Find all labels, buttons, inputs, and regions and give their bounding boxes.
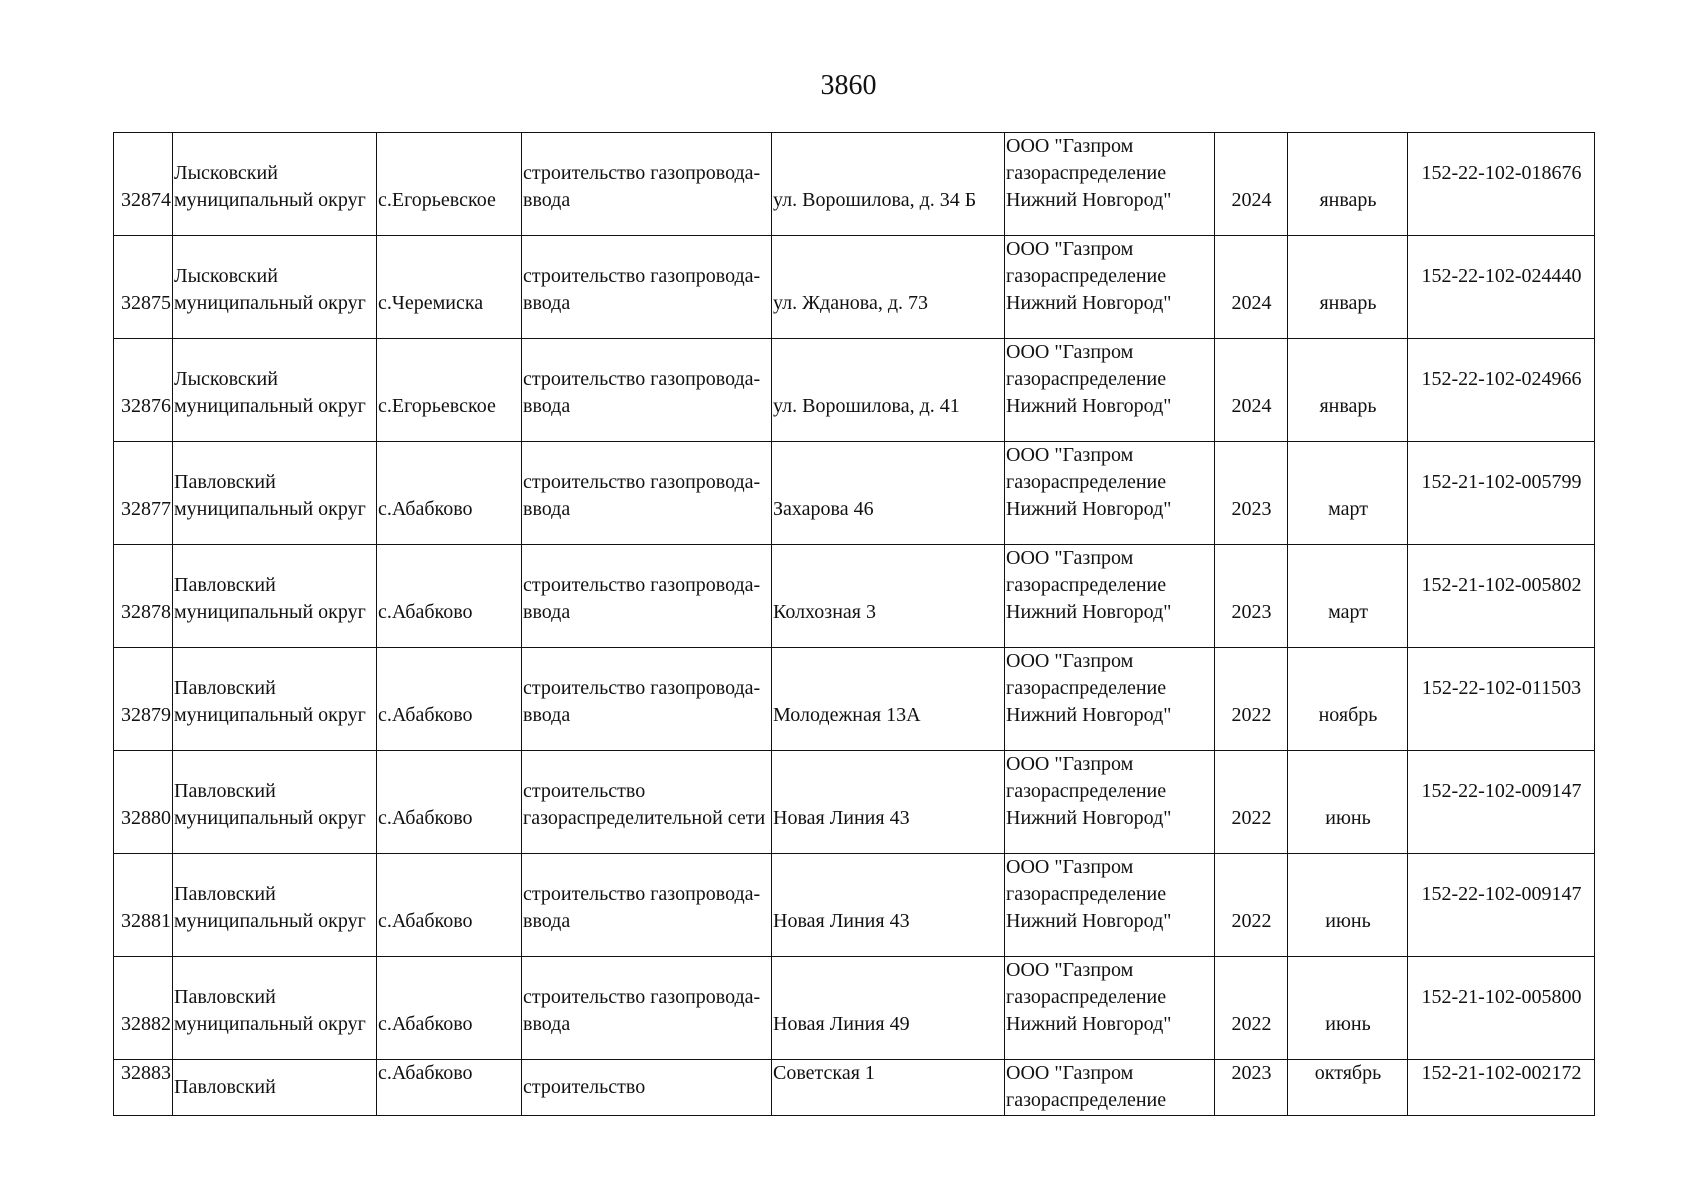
registration-code: 152-22-102-024966 [1421, 368, 1582, 390]
cell-code [1408, 957, 1595, 1060]
cell-organization [1005, 236, 1215, 339]
registration-code: 152-21-102-005799 [1421, 471, 1582, 493]
row-number: 32882 [121, 1013, 171, 1035]
registration-code: 152-22-102-009147 [1421, 883, 1582, 905]
settlement: с.Абабково [378, 704, 473, 726]
cell-district [173, 236, 377, 339]
organization-line-1: ООО "Газпром [1006, 341, 1134, 363]
cell-year [1215, 1060, 1288, 1116]
year: 2024 [1231, 292, 1272, 314]
cell-work-type [522, 751, 772, 854]
organization-line-3: Нижний Новгород" [1006, 292, 1172, 314]
table-row [114, 133, 1595, 236]
table-row [114, 957, 1595, 1060]
cell-organization [1005, 751, 1215, 854]
district-type: муниципальный округ [174, 498, 366, 520]
row-number: 32877 [121, 498, 171, 520]
cell-code [1408, 442, 1595, 545]
table-row [114, 545, 1595, 648]
cell-month [1288, 545, 1408, 648]
cell-district [173, 545, 377, 648]
cell-month [1288, 339, 1408, 442]
cell-month [1288, 1060, 1408, 1116]
organization-line-3: Нижний Новгород" [1006, 807, 1172, 829]
cell-district [173, 854, 377, 957]
row-number: 32881 [121, 910, 171, 932]
cell-district [173, 648, 377, 751]
work-type-line-1: строительство газопровода- [523, 368, 761, 390]
settlement: с.Абабково [378, 807, 473, 829]
cell-year [1215, 854, 1288, 957]
month: январь [1319, 395, 1377, 417]
registration-code: 152-22-102-018676 [1421, 162, 1582, 184]
cell-year [1215, 751, 1288, 854]
cell-settlement [377, 545, 522, 648]
registration-code: 152-22-102-011503 [1421, 677, 1582, 699]
cell-number [114, 339, 173, 442]
address: Захарова 46 [773, 498, 874, 520]
cell-year [1215, 339, 1288, 442]
cell-number [114, 854, 173, 957]
organization-line-3: Нижний Новгород" [1006, 498, 1172, 520]
cell-year [1215, 648, 1288, 751]
registration-code: 152-22-102-024440 [1421, 265, 1582, 287]
cell-year [1215, 545, 1288, 648]
row-number: 32878 [121, 601, 171, 623]
cell-code [1408, 751, 1595, 854]
row-number: 32883 [121, 1062, 171, 1084]
district-type: муниципальный округ [174, 601, 366, 623]
settlement: с.Абабково [378, 498, 473, 520]
row-number: 32875 [121, 292, 171, 314]
work-type-line-1: строительство газопровода- [523, 883, 761, 905]
cell-district [173, 1060, 377, 1116]
table-row [114, 339, 1595, 442]
settlement: с.Абабково [378, 1013, 473, 1035]
district-type: муниципальный округ [174, 189, 366, 211]
table-row [114, 854, 1595, 957]
district-type: муниципальный округ [174, 395, 366, 417]
row-number: 32874 [121, 189, 171, 211]
cell-address [772, 236, 1005, 339]
address: ул. Ворошилова, д. 34 Б [773, 189, 977, 211]
work-type-line-1: строительство газопровода- [523, 986, 761, 1008]
organization-line-2: газораспределение [1006, 677, 1167, 699]
organization-line-3: Нижний Новгород" [1006, 1013, 1172, 1035]
district-name: Павловский [174, 574, 276, 596]
cell-address [772, 957, 1005, 1060]
cell-address [772, 442, 1005, 545]
cell-district [173, 442, 377, 545]
cell-district [173, 957, 377, 1060]
work-type-line-1: строительство газопровода- [523, 162, 761, 184]
district-type: муниципальный округ [174, 292, 366, 314]
table-row [114, 442, 1595, 545]
work-type-line-1: строительство [523, 1076, 646, 1098]
organization-line-2: газораспределение [1006, 368, 1167, 390]
cell-code [1408, 1060, 1595, 1116]
cell-month [1288, 236, 1408, 339]
row-number: 32876 [121, 395, 171, 417]
cell-organization [1005, 545, 1215, 648]
cell-district [173, 751, 377, 854]
cell-organization [1005, 442, 1215, 545]
cell-year [1215, 236, 1288, 339]
work-type-line-2: ввода [523, 292, 571, 314]
work-type-line-2: ввода [523, 1013, 571, 1035]
cell-district [173, 133, 377, 236]
address: Новая Линия 43 [773, 807, 910, 829]
cell-month [1288, 751, 1408, 854]
cell-settlement [377, 854, 522, 957]
organization-line-2: газораспределение [1006, 780, 1167, 802]
registration-code: 152-22-102-009147 [1421, 780, 1582, 802]
district-name: Павловский [174, 780, 276, 802]
address: ул. Жданова, д. 73 [773, 292, 929, 314]
organization-line-2: газораспределение [1006, 471, 1167, 493]
district-name: Лысковский [174, 265, 278, 287]
row-number: 32880 [121, 807, 171, 829]
year: 2024 [1231, 395, 1272, 417]
work-type-line-2: ввода [523, 395, 571, 417]
year: 2022 [1231, 910, 1272, 932]
address: Молодежная 13А [773, 704, 921, 726]
settlement: с.Егорьевское [378, 395, 496, 417]
table-body [114, 133, 1595, 1116]
cell-settlement [377, 1060, 522, 1116]
cell-work-type [522, 133, 772, 236]
work-type-line-1: строительство [523, 780, 646, 802]
organization-line-3: Нижний Новгород" [1006, 395, 1172, 417]
cell-number [114, 236, 173, 339]
cell-address [772, 751, 1005, 854]
cell-year [1215, 957, 1288, 1060]
organization-line-3: Нижний Новгород" [1006, 601, 1172, 623]
organization-line-3: Нижний Новгород" [1006, 704, 1172, 726]
cell-organization [1005, 957, 1215, 1060]
year: 2022 [1231, 1013, 1272, 1035]
cell-number [114, 957, 173, 1060]
settlement: с.Абабково [378, 1062, 473, 1084]
cell-work-type [522, 236, 772, 339]
cell-settlement [377, 648, 522, 751]
table-row [114, 648, 1595, 751]
cell-month [1288, 648, 1408, 751]
month: июнь [1325, 807, 1371, 829]
organization-line-1: ООО "Газпром [1006, 238, 1134, 260]
district-type: муниципальный округ [174, 704, 366, 726]
cell-code [1408, 236, 1595, 339]
cell-settlement [377, 957, 522, 1060]
settlement: с.Егорьевское [378, 189, 496, 211]
month: ноябрь [1318, 704, 1378, 726]
row-number: 32879 [121, 704, 171, 726]
cell-number [114, 648, 173, 751]
cell-organization [1005, 1060, 1215, 1116]
organization-line-2: газораспределение [1006, 574, 1167, 596]
cell-address [772, 1060, 1005, 1116]
address: Колхозная 3 [773, 601, 876, 623]
cell-settlement [377, 339, 522, 442]
cell-address [772, 854, 1005, 957]
cell-year [1215, 133, 1288, 236]
district-name: Павловский [174, 677, 276, 699]
year: 2024 [1231, 189, 1272, 211]
cell-address [772, 545, 1005, 648]
cell-number [114, 1060, 173, 1116]
cell-number [114, 133, 173, 236]
cell-code [1408, 854, 1595, 957]
cell-code [1408, 545, 1595, 648]
cell-work-type [522, 339, 772, 442]
district-type: муниципальный округ [174, 807, 366, 829]
cell-settlement [377, 442, 522, 545]
cell-organization [1005, 133, 1215, 236]
organization-line-1: ООО "Газпром [1006, 959, 1134, 981]
cell-address [772, 339, 1005, 442]
settlement: с.Абабково [378, 910, 473, 932]
address: Новая Линия 43 [773, 910, 910, 932]
table-row [114, 751, 1595, 854]
page-number: 3860 [820, 70, 877, 101]
cell-settlement [377, 133, 522, 236]
cell-address [772, 133, 1005, 236]
organization-line-2: газораспределение [1006, 162, 1167, 184]
organization-line-1: ООО "Газпром [1006, 650, 1134, 672]
work-type-line-2: газораспределительной сети [523, 807, 766, 829]
month: март [1328, 498, 1368, 520]
registry-table [113, 132, 1595, 1116]
registration-code: 152-21-102-005802 [1421, 574, 1582, 596]
cell-code [1408, 133, 1595, 236]
organization-line-1: ООО "Газпром [1006, 547, 1134, 569]
cell-work-type [522, 957, 772, 1060]
table-row [114, 1060, 1595, 1116]
organization-line-2: газораспределение [1006, 986, 1167, 1008]
district-type: муниципальный округ [174, 910, 366, 932]
work-type-line-1: строительство газопровода- [523, 265, 761, 287]
district-name: Павловский [174, 883, 276, 905]
work-type-line-2: ввода [523, 498, 571, 520]
organization-line-1: ООО "Газпром [1006, 856, 1134, 878]
cell-month [1288, 854, 1408, 957]
year: 2022 [1231, 807, 1272, 829]
table-row [114, 236, 1595, 339]
address: Новая Линия 49 [773, 1013, 910, 1035]
year: 2023 [1231, 1062, 1272, 1084]
cell-number [114, 442, 173, 545]
district-name: Павловский [174, 471, 276, 493]
work-type-line-2: ввода [523, 601, 571, 623]
registration-code: 152-21-102-005800 [1421, 986, 1582, 1008]
organization-line-1: ООО "Газпром [1006, 1062, 1134, 1084]
cell-work-type [522, 545, 772, 648]
work-type-line-2: ввода [523, 704, 571, 726]
cell-address [772, 648, 1005, 751]
settlement: с.Черемиска [378, 292, 484, 314]
cell-code [1408, 648, 1595, 751]
cell-organization [1005, 339, 1215, 442]
organization-line-1: ООО "Газпром [1006, 444, 1134, 466]
district-name: Павловский [174, 1076, 276, 1098]
organization-line-3: Нижний Новгород" [1006, 189, 1172, 211]
address: Советская 1 [773, 1062, 875, 1084]
organization-line-2: газораспределение [1006, 265, 1167, 287]
month: октябрь [1314, 1062, 1382, 1084]
cell-month [1288, 133, 1408, 236]
year: 2023 [1231, 498, 1272, 520]
cell-number [114, 545, 173, 648]
month: январь [1319, 189, 1377, 211]
year: 2023 [1231, 601, 1272, 623]
cell-month [1288, 957, 1408, 1060]
registration-code: 152-21-102-002172 [1421, 1062, 1582, 1084]
cell-district [173, 339, 377, 442]
cell-month [1288, 442, 1408, 545]
cell-work-type [522, 648, 772, 751]
month: март [1328, 601, 1368, 623]
cell-organization [1005, 648, 1215, 751]
work-type-line-1: строительство газопровода- [523, 677, 761, 699]
work-type-line-2: ввода [523, 189, 571, 211]
cell-work-type [522, 854, 772, 957]
organization-line-2: газораспределение [1006, 1089, 1167, 1111]
address: ул. Ворошилова, д. 41 [773, 395, 960, 417]
month: июнь [1325, 1013, 1371, 1035]
cell-year [1215, 442, 1288, 545]
district-name: Лысковский [174, 162, 278, 184]
month: июнь [1325, 910, 1371, 932]
cell-number [114, 751, 173, 854]
organization-line-1: ООО "Газпром [1006, 753, 1134, 775]
organization-line-3: Нижний Новгород" [1006, 910, 1172, 932]
cell-organization [1005, 854, 1215, 957]
cell-code [1408, 339, 1595, 442]
cell-settlement [377, 236, 522, 339]
cell-settlement [377, 751, 522, 854]
year: 2022 [1231, 704, 1272, 726]
work-type-line-1: строительство газопровода- [523, 471, 761, 493]
work-type-line-1: строительство газопровода- [523, 574, 761, 596]
district-name: Лысковский [174, 368, 278, 390]
district-type: муниципальный округ [174, 1013, 366, 1035]
work-type-line-2: ввода [523, 910, 571, 932]
month: январь [1319, 292, 1377, 314]
settlement: с.Абабково [378, 601, 473, 623]
organization-line-2: газораспределение [1006, 883, 1167, 905]
district-name: Павловский [174, 986, 276, 1008]
cell-work-type [522, 442, 772, 545]
organization-line-1: ООО "Газпром [1006, 135, 1134, 157]
cell-work-type [522, 1060, 772, 1116]
